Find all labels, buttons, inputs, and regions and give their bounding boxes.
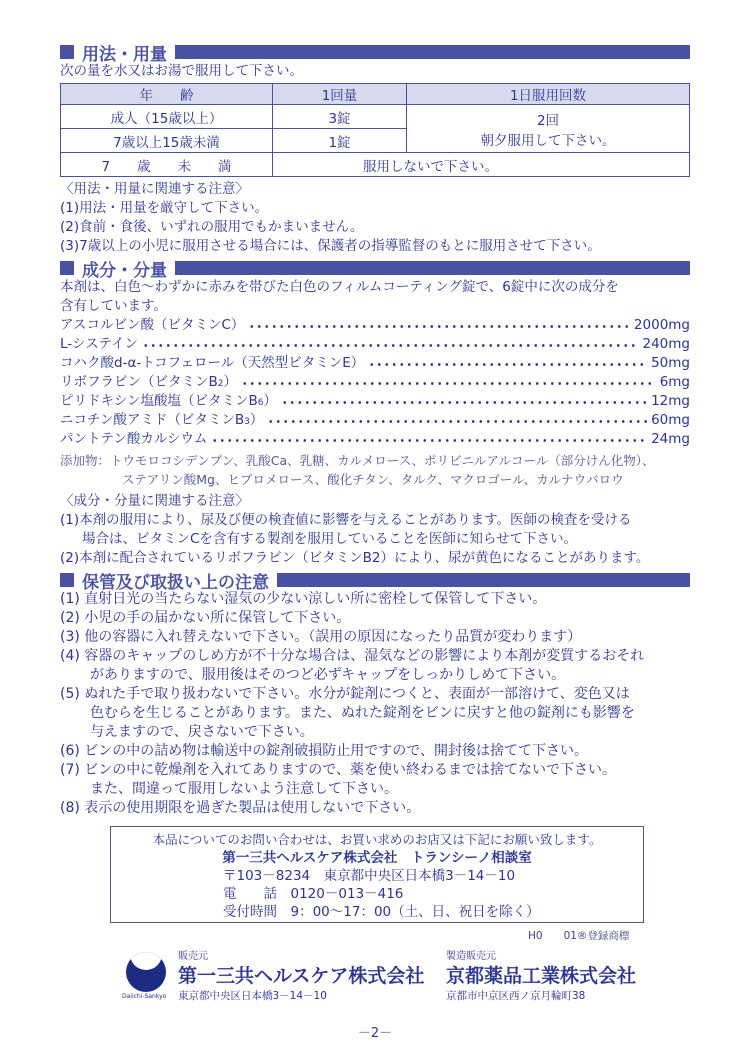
ingredients-note: (2)本剤に配合されているリボフラビン（ビタミンB2）により、尿が黄色になることがあります。 (60, 550, 650, 566)
ingredient-name: リボフラビン（ビタミンB2） (60, 374, 237, 390)
contact-company: 第一三共ヘルスケア株式会社 トランシーノ相談室 (222, 850, 532, 866)
section-title: 成分・分量 (82, 260, 167, 281)
ingredient-name: L-システイン (60, 336, 139, 352)
storage-item: (8) 表示の使用期限を過ぎた製品は使用しないで下さい。 (60, 800, 421, 816)
storage-item: (5) ぬれた手で取り扱わないで下さい。水分が錠剤につくと、表面が一部溶けて、変色又は (60, 686, 630, 702)
seller-label: 販売元 (178, 951, 208, 962)
square-bullet-icon (60, 573, 74, 587)
col-header-age: 年 齢 (61, 84, 273, 105)
ingredient-row (60, 411, 690, 430)
ingredient-list (60, 316, 690, 449)
ingredient-amount: 60mg (651, 412, 690, 428)
dot-leader (211, 430, 647, 449)
usage-note: (2)食前・食後、いずれの服用でもかまいません。 (60, 219, 364, 235)
storage-item: また、間違って服用しないよう注意して下さい。 (90, 781, 398, 797)
storage-item: (7) ビンの中に乾燥剤を入れてありますので、薬を使い終わるまでは捨てないで下さい。 (60, 762, 616, 778)
header-bar (175, 261, 690, 275)
header-bar (277, 573, 690, 587)
usage-intro: 次の量を水又はお湯で服用して下さい。 (60, 63, 303, 79)
ingredient-row (60, 430, 690, 449)
ingredient-name: ニコチン酸アミド（ビタミンB3） (60, 412, 264, 428)
dot-leader (248, 316, 630, 335)
cell-age: 成人（15歳以上） (61, 105, 273, 129)
cell-dose: 服用しないで下さい。 (273, 153, 690, 177)
ingredient-row (60, 392, 690, 411)
cell-age: 7 歳 未 満 (61, 153, 273, 177)
ingredient-row (60, 335, 690, 354)
page-number: －2－ (357, 1026, 393, 1041)
ingredients-intro: 含有しています。 (60, 298, 167, 314)
ingredients-intro: 本剤は、白色～わずかに赤みを帯びた白色のフィルムコーティング錠で、6錠中に次の成分を (60, 279, 619, 295)
ingredient-amount: 2000mg (633, 317, 690, 333)
table-row (61, 153, 690, 177)
section-header-ingredients (60, 258, 690, 281)
storage-item: (2) 小児の手の届かない所に保管して下さい。 (60, 610, 351, 626)
dot-leader (267, 411, 647, 430)
ingredients-note: 場合は、ビタミンCを含有する製剤を服用していることを医師に知らせて下さい。 (82, 531, 578, 547)
ingredient-amount: 12mg (651, 393, 690, 409)
additives: 添加物：トウモロコシデンプン、乳酸Ca、乳糖、カルメロース、ポリビニルアルコール（部分けん化物）、 (60, 453, 655, 468)
seller-name: 第一三共ヘルスケア株式会社 (178, 965, 425, 987)
usage-notes-title: 〈用法・用量に関連する注意〉 (60, 181, 249, 197)
maker-address: 京都市中京区西ノ京月輪町38 (446, 990, 586, 1002)
storage-item: (3) 他の容器に入れ替えないで下さい。（誤用の原因になったり品質が変わります） (60, 629, 582, 645)
storage-item: がありますので、服用後はそのつど必ずキャップをしっかりしめて下さい。 (90, 667, 566, 683)
col-header-times: 1日服用回数 (407, 84, 690, 105)
ingredient-amount: 50mg (651, 355, 690, 371)
contact-hours: 受付時間 9：00～17：00（土、日、祝日を除く） (223, 904, 540, 920)
usage-note: (3)7歳以上の小児に服用させる場合には、保護者の指導監督のもとに服用させて下さい。 (60, 238, 601, 254)
ingredient-row (60, 354, 690, 373)
ingredient-amount: 24mg (651, 431, 690, 447)
cell-times (407, 105, 690, 153)
storage-item: (1) 直射日光の当たらない湿気の少ない涼しい所に密栓して保管して下さい。 (60, 591, 547, 607)
section-title: 用法・用量 (82, 44, 167, 65)
ingredients-notes-title: 〈成分・分量に関連する注意〉 (60, 493, 249, 509)
contact-phone: 電 話 0120－013－416 (223, 886, 404, 902)
maker-name: 京都薬品工業株式会社 (446, 965, 637, 987)
section-header-storage (60, 570, 690, 593)
contact-box (110, 826, 644, 923)
times-value: 2回 (536, 112, 560, 129)
contact-address: 〒103－8234 東京都中央区日本橋3－14－10 (223, 868, 516, 884)
col-header-dose: 1回量 (273, 84, 407, 105)
dot-leader (281, 392, 647, 411)
additives: ステアリン酸Mg、ヒプロメロース、酸化チタン、タルク、マクロゴール、カルナウバロウ (122, 472, 624, 487)
table-row (61, 105, 690, 129)
cell-dose: 3錠 (273, 105, 407, 129)
ingredient-amount: 240mg (642, 336, 690, 352)
storage-item: 色むらを生じることがあります。また、ぬれた錠剤をビンに戻すと他の錠剤にも影響を (90, 705, 635, 721)
storage-list (60, 590, 690, 818)
section-header-usage (60, 42, 690, 65)
ingredient-amount: 6mg (659, 374, 690, 390)
usage-note: (1)用法・用量を厳守して下さい。 (60, 200, 269, 216)
ingredients-note: (1)本剤の服用により、尿及び便の検査値に影響を与えることがあります。医師の検査を受ける (60, 512, 632, 528)
cell-age: 7歳以上15歳未満 (61, 129, 273, 153)
header-bar (175, 45, 690, 59)
dosage-table (60, 83, 690, 177)
ingredient-name: パントテン酸カルシウム (60, 431, 208, 447)
square-bullet-icon (60, 45, 74, 59)
dot-leader (241, 373, 656, 392)
storage-item: (4) 容器のキャップのしめ方が不十分な場合は、湿気などの影響により本剤が変質するおそれ (60, 648, 645, 664)
contact-intro: 本品についてのお問い合わせは、お買い求めのお店又は下記にお願い致します。 (152, 832, 602, 847)
dot-leader (142, 335, 638, 354)
ingredient-name: コハク酸d-α-トコフェロール（天然型ビタミンE） (60, 355, 365, 371)
seller-address: 東京都中央区日本橋3－14－10 (178, 990, 327, 1002)
logo-text: Daiichi-Sankyo (122, 993, 167, 1000)
trademark-note: H0 01®登録商標 (528, 930, 630, 942)
ingredient-row (60, 373, 690, 392)
storage-item: 与えますので、戻さないで下さい。 (90, 724, 314, 740)
storage-item: (6) ビンの中の詰め物は輸送中の錠剤破損防止用ですので、開封後は捨てて下さい。 (60, 743, 588, 759)
times-note: 朝夕服用して下さい。 (480, 132, 616, 149)
dot-leader (368, 354, 647, 373)
maker-label: 製造販売元 (446, 951, 496, 962)
ingredient-row (60, 316, 690, 335)
square-bullet-icon (60, 261, 74, 275)
seller-info (178, 950, 424, 1004)
daiichi-sankyo-logo-icon (126, 952, 166, 992)
section-title: 保管及び取扱い上の注意 (82, 572, 269, 593)
cell-dose: 1錠 (273, 129, 407, 153)
ingredient-name: ピリドキシン塩酸塩（ビタミンB6） (60, 393, 278, 409)
ingredient-name: アスコルビン酸（ビタミンC） (60, 317, 245, 333)
maker-info (446, 950, 636, 1004)
leaflet-page (60, 40, 690, 818)
